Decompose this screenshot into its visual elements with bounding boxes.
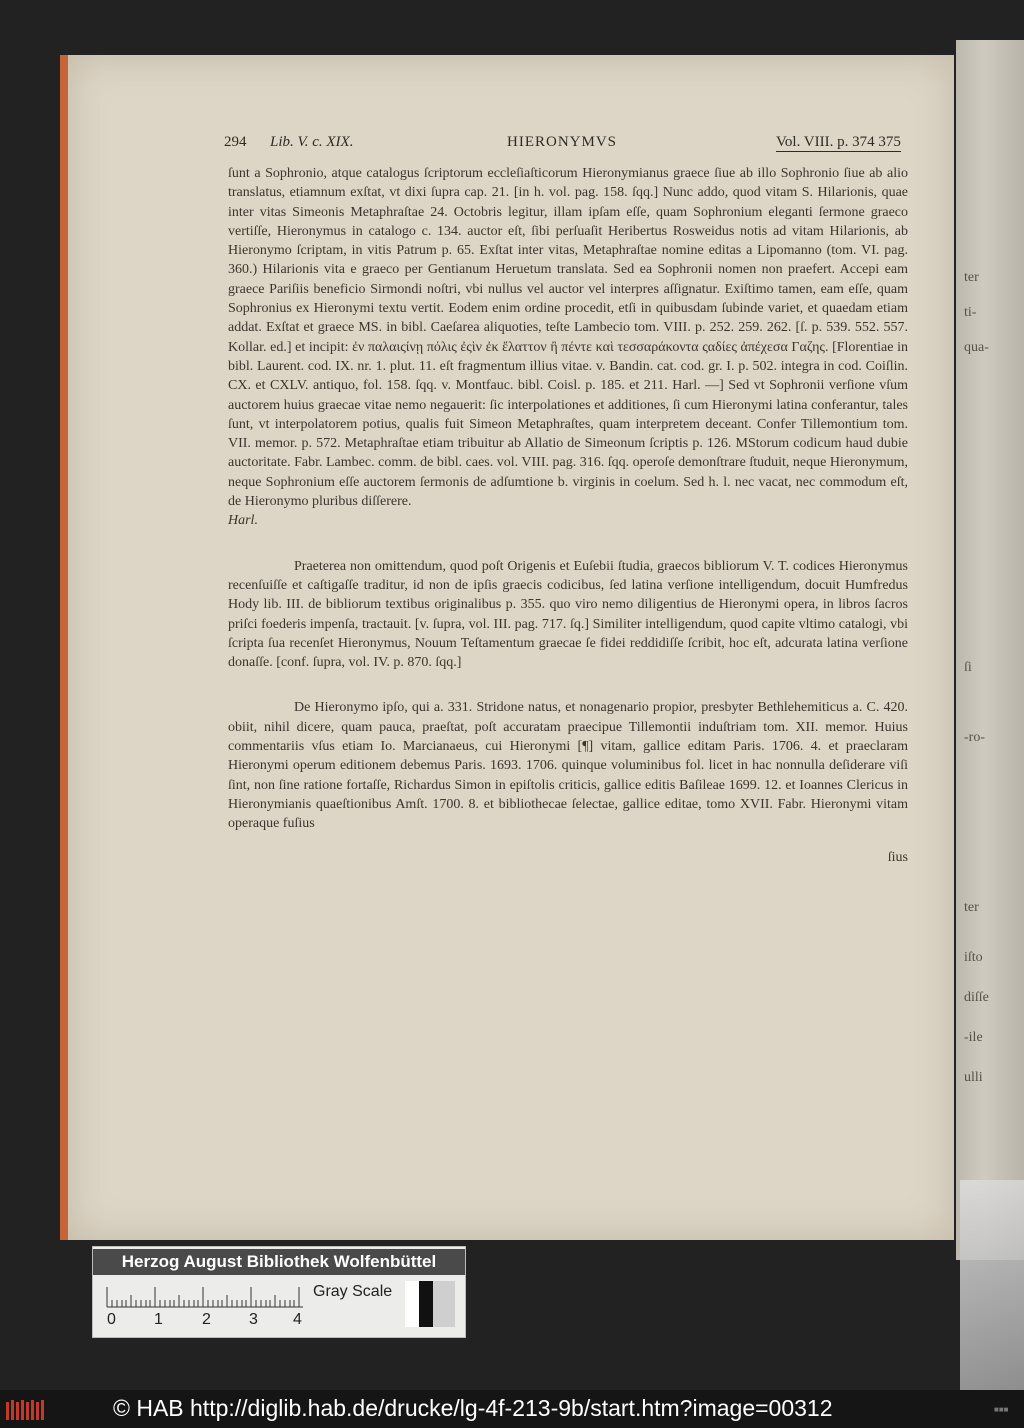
- ruler-number: 0: [107, 1311, 116, 1328]
- running-title: HIERONYMVS: [507, 134, 618, 150]
- ruler-number: 3: [249, 1311, 258, 1328]
- adjacent-page-edge: [956, 40, 1024, 1260]
- ruler-number: 2: [202, 1311, 211, 1328]
- leaf-fragment: -ile: [964, 1030, 983, 1045]
- viewer-icon: ■■■: [994, 1405, 1009, 1414]
- leaf-fragment: -ro-: [964, 730, 985, 745]
- page-number: 294: [224, 134, 247, 150]
- paragraph-2: Praeterea non omittendum, quod poſt Origenis et Euſebii ſtudia, graecos bibliorum V. T. codices Hieronymus recenſuiſſe et caſtigaſſe traditur, id non de ipſis graecis codicibus, ſed latina verſione intelligendum, docuit Humfredus Hody lib. III. de bibliorum textibus originalibus p. 355. quo viro nemo diligentius de Hieronymi opera, in libros ſacros priſci foederis impenſa, tractauit. [v. ſupra, vol. III. pag. 717. ſq.] Similiter intelligendum, quod capite vltimo catalogi, vbi ſcripta ſua recenſet Hieronymus, Nouum Teſtamentum graecae ſe fidei reddidiſſe ſcribit, hoc eſt, adcurata latina verſione donaſſe. [conf. ſupra, vol. IV. p. 870. ſqq.]: [228, 558, 908, 671]
- paragraph-1-end: Harl.: [228, 513, 258, 529]
- color-calibration-card: [92, 1246, 466, 1338]
- gray-scale-label: Gray Scale: [313, 1283, 393, 1300]
- gray-scale-swatch: [405, 1281, 455, 1327]
- ruler-number: 4: [293, 1311, 302, 1328]
- paragraph-1: ſunt a Sophronio, atque catalogus ſcriptorum eccleſiaſticorum Hieronymianus graece ſiue ab illo Sophronio ſiue ab alio translatus, etiamnum exſtat, vt dixi ſupra cap. 21. [in h. vol. pag. 158. ſqq.] Nunc addo, quod vitam S. Hilarionis, quae inter vitas Simeonis Metaphraſtae 24. Octobris legitur, illam ipſam eſſe, quam Sophronium eleganti ſermone graeco vertiſſe, Hieronymus in catalogo c. 134. auctor eſt, ſibi perſuaſit Heribertus Rosweidus notis ad vitam Hilarionis, ab Hieronymo ſcriptam, in vitis Patrum p. 65. Exſtat inter vitas, Metaphraſtae nomine editas a Lipomanno (tom. VI. pag. 360.) Hilarionis vita e graeco per Gentianum Heruetum translata. Sed ea Sophronii nomen non praefert. Accepi eam graece Pariſiis beneficio Sirmondi noſtri, vbi nullus vel auctor vel interpres aſſignatur. Exiſtimo tamen, eam eſſe, quam Sophronius ex Hieronymi textu vertit. Eodem enim ordine procedit, etſi in quibusdam ſubinde variet, et quaedam etiam addat. Exſtat et graece MS. in bibl. Caeſarea aliquoties, teſte Lambecio tom. VIII. p. 252. 259. 262. [ſ. p. 539. 552. 557. Kollar. ed.] et incipit: ἐν παλαιςίνῃ πόλις ἐςὶν ἐκ ἔλαττον ἢ πέντε καὶ τεσσαράκοντα ςαδίες ἀπέχεσα Γαζης. [Florentiae in bibl. Laurent. cod. IX. nr. 1. plut. 11. eſt fragmentum illius vitae. v. Bandin. cat. cod. gr. I. p. 502. integra in cod. Coiſlin. CX. et CXLV. antiquo, fol. 158. ſqq. v. Montfauc. bibl. Coisl. p. 185. et 211. Harl. —] Sed vt Sophronii verſione vſum auctorem huius graecae vitae nemo negauerit: ſic interpolationes et additiones, ſi cum Hieronymi latina conferantur, tales ſunt, vt interpolatorem potius, qualis fuit Simeon Metaphraſtes, quam interpretem deceant. Confer Tillemontium tom. VII. memor. p. 572. Metaphraſtae etiam tribuitur ab Allatio de Simeonum ſcriptis p. 126. MStorum codicum haud dubie auctoritate. Fabr. Lambec. comm. de bibl. caes. vol. VIII. pag. 316. ſqq. operoſe demonſtrare ſtuduit, neque Hieronymum, neque Sophronium eſſe auctorem ſermonis de adſumtione b. virginis in coelum. Sed h. l. nec vacat, nec commodum eſt, de Hieronymo pluribus diſſerere.: [228, 166, 908, 510]
- plastic-sleeve: [960, 1180, 1024, 1390]
- catchword: ſius: [887, 849, 908, 865]
- leaf-fragment: diſſe: [964, 990, 989, 1005]
- leaf-fragment: ſi: [964, 660, 972, 675]
- hab-logo-icon: [6, 1398, 44, 1422]
- book-reference: Lib. V. c. XIX.: [270, 134, 354, 150]
- leaf-fragment: ter: [964, 900, 979, 915]
- leaf-fragment: ulli: [964, 1070, 983, 1085]
- leaf-fragment: ter: [964, 270, 979, 285]
- ruler-number: 1: [154, 1311, 163, 1328]
- footer-bar: [0, 1390, 1024, 1428]
- volume-reference: Vol. VIII. p. 374 375: [776, 134, 901, 150]
- leaf-fragment: ti-: [964, 305, 977, 320]
- paragraph-3: De Hieronymo ipſo, qui a. 331. Stridone natus, et nonagenario propior, presbyter Bethlehemiticus a. C. 420. obiit, nihil dicere, quam pauca, praeſtat, poſt accuratam praecipue Tillemontii induſtriam tom. XII. memor. Huius commentariis vſus etiam Io. Marcianaeus, cui Hieronymi [¶] vitam, gallice editam Paris. 1706. 4. et praeclaram Hieronymi operum editionem debemus Paris. 1693. 1706. quinque voluminibus fol. licet in hac nonnulla deſiderare viſi ſint, non ſine ratione fortaſſe, Richardus Simon in epiſtolis criticis, gallice editis Baſileae 1699. 12. et Ioannes Clericus in Hieronymianis quaeſtionibus Amſt. 1700. 8. et bibliothecae ſelectae, gallice editae, tomo XVII. Fabr. Hieronymi vitam operaque fuſius: [228, 700, 908, 832]
- running-header: [224, 134, 924, 156]
- copyright-url[interactable]: © HAB http://diglib.hab.de/drucke/lg-4f-213-9b/start.htm?image=00312: [113, 1395, 833, 1421]
- institution-label: Herzog August Bibliothek Wolfenbüttel: [93, 1249, 465, 1275]
- body-text: [228, 164, 908, 867]
- leaf-fragment: qua-: [964, 340, 989, 355]
- ruler-scale: [105, 1281, 305, 1311]
- leaf-fragment: iſto: [964, 950, 983, 965]
